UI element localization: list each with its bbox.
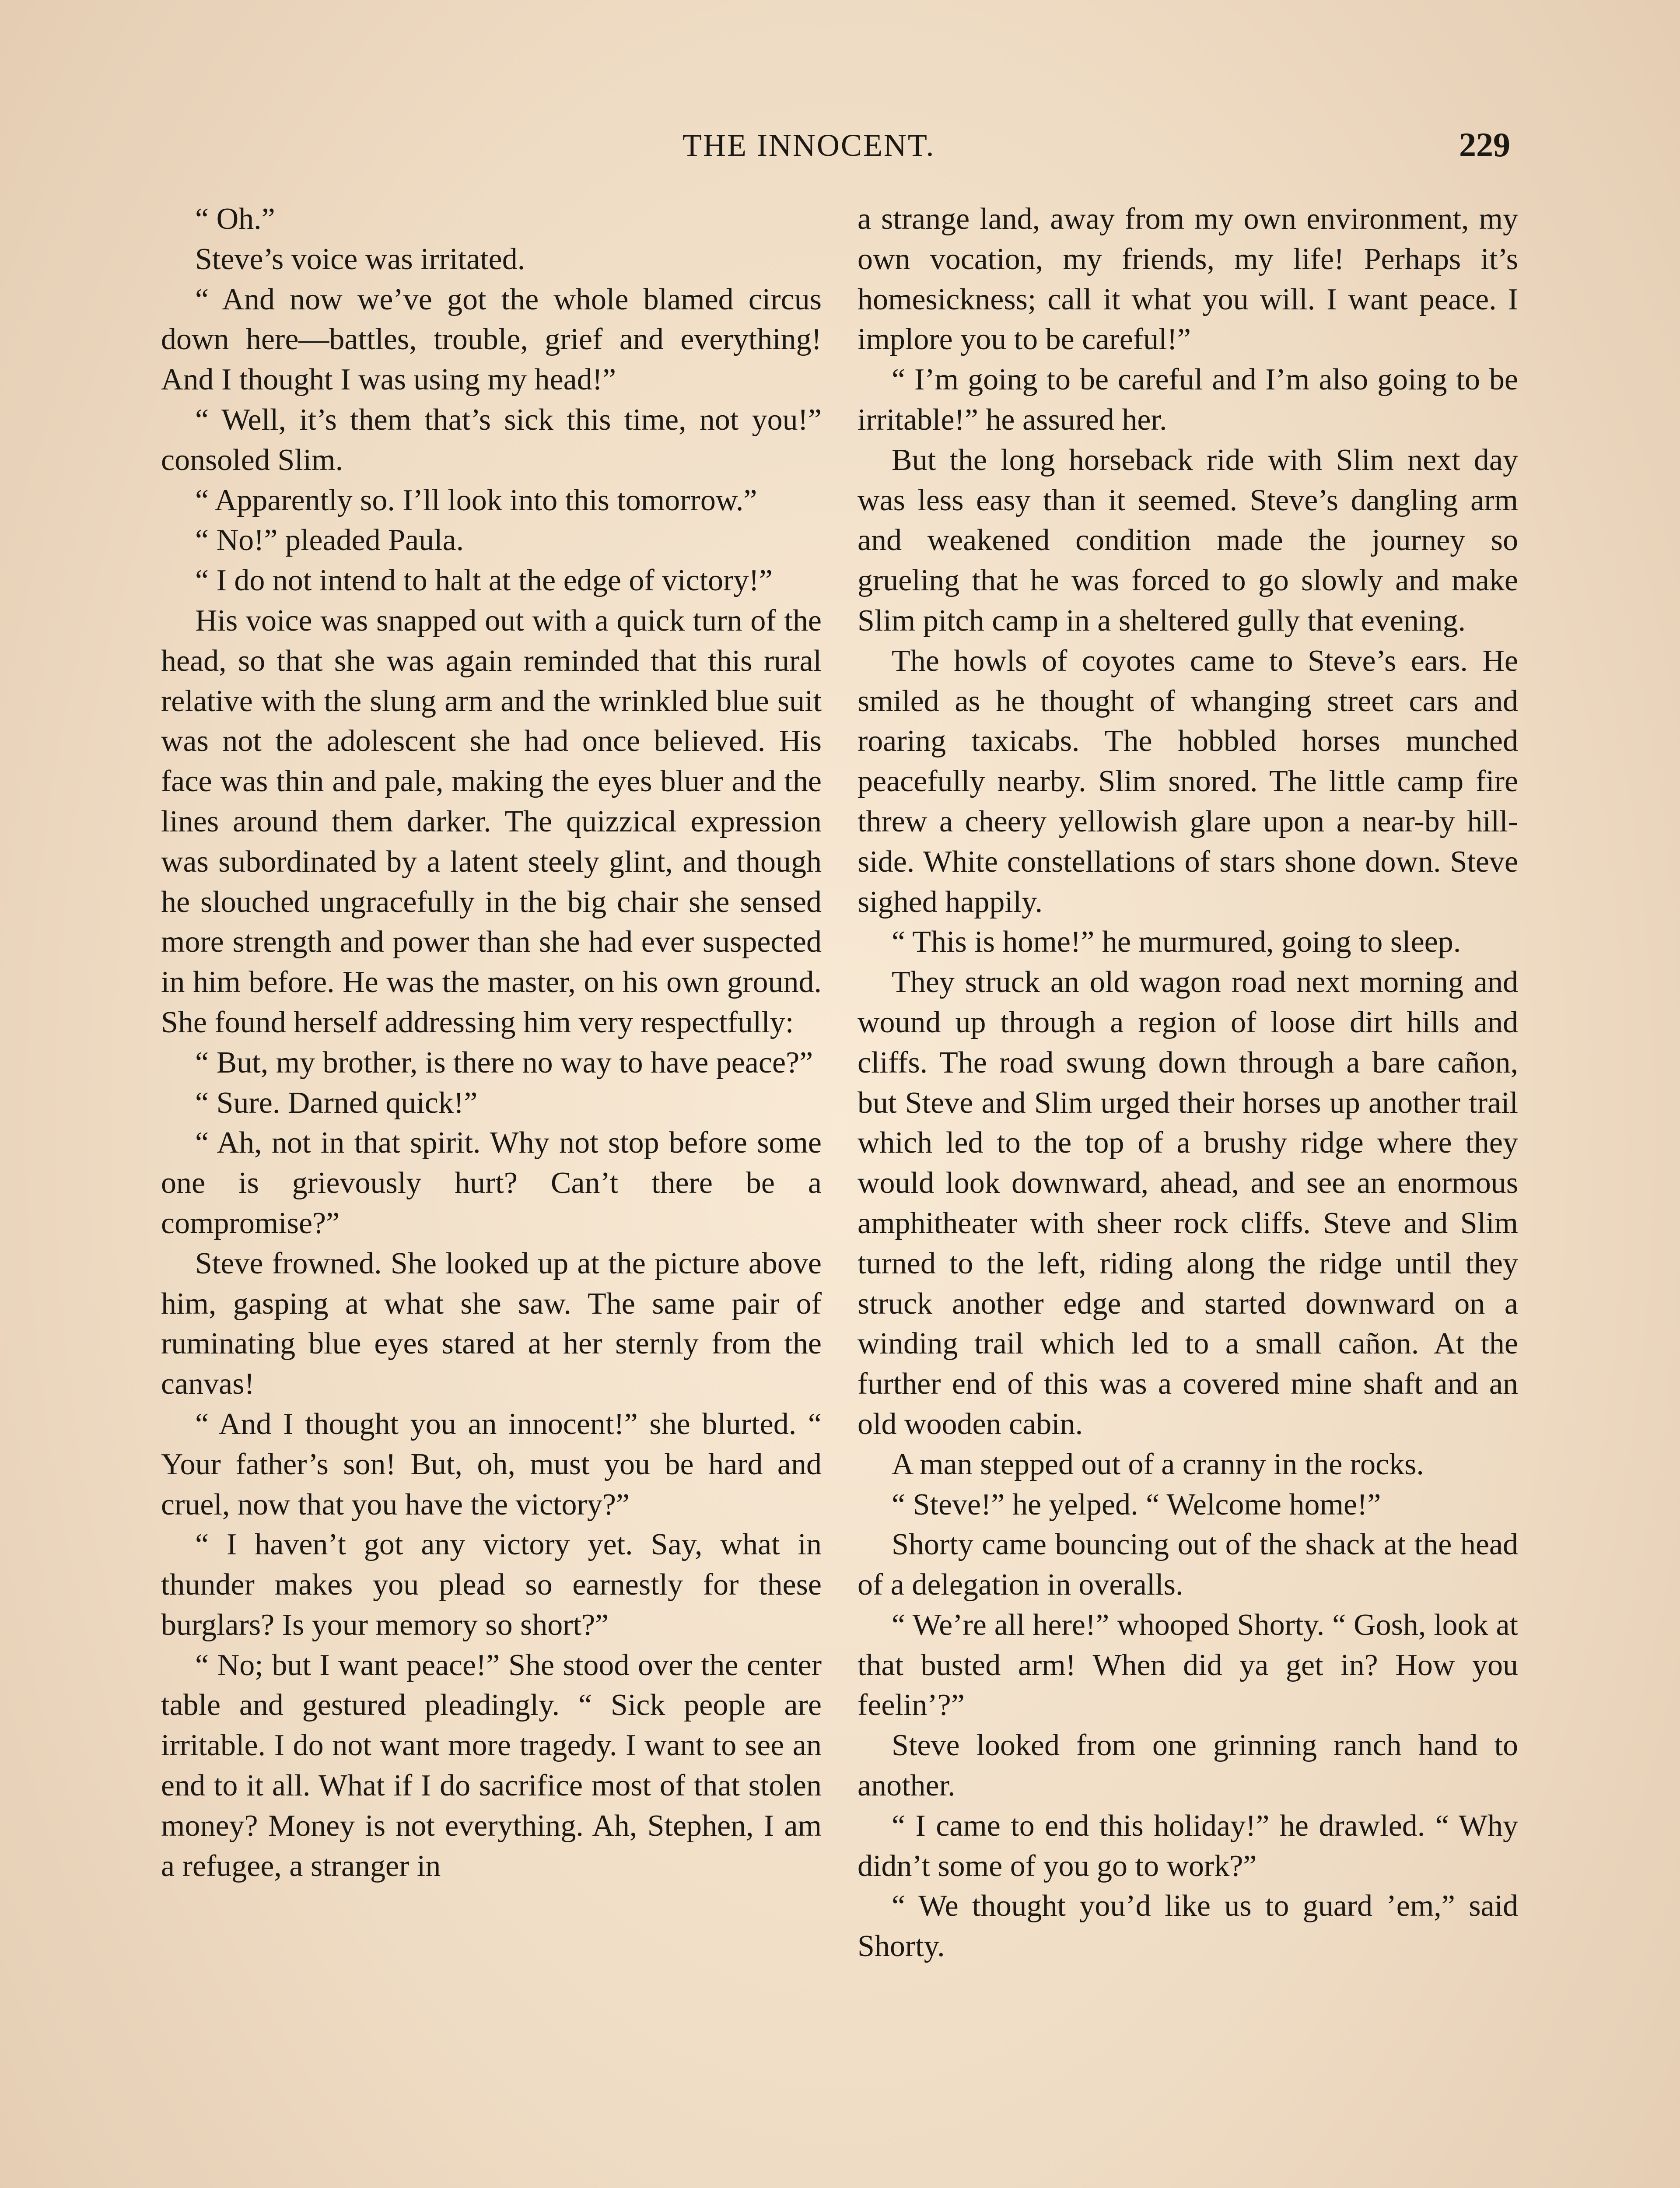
paragraph: “ I haven’t got any victory yet. Say, what in thunder makes you plead so earnestly for these burglars? Is your memory so short?” bbox=[161, 1528, 822, 1642]
paragraph: His voice was snapped out with a quick turn of the head, so that she was again reminded that this rural relative with the slung arm and the wrinkled blue suit was not the adolescent she had once believed. His face was thin and pale, making the eyes bluer and the lines around them darker. The quizzical expression was subordinated by a latent steely glint, and though he slouched ungracefully in the big chair she sensed more strength and power than she had ever suspected in him before. He was the master, on his own ground. She found herself addressing him very respectfully: bbox=[161, 603, 822, 1039]
paragraph: Steve looked from one grinning ranch hand to another. bbox=[858, 1729, 1518, 1803]
paragraph: A man stepped out of a cranny in the rocks. bbox=[892, 1447, 1424, 1481]
running-title: THE INNOCENT. bbox=[682, 128, 935, 163]
paragraph: “ And I thought you an innocent!” she blurted. “ Your father’s son! But, oh, must you be hard and cruel, now that you have the victory?” bbox=[161, 1407, 822, 1522]
paragraph: “ Sure. Darned quick!” bbox=[195, 1086, 478, 1120]
paragraph: “ No; but I want peace!” She stood over the center table and gestured pleadingly. “ Sick people are irritable. I do not want more tragedy. I want to see an end to it all. What if I do sacrifice most of that stolen money? Money is not everything. Ah, Stephen, I am a refugee, a stranger in bbox=[161, 1648, 822, 1883]
paragraph-continuation: a strange land, away from my own environment, my own vocation, my friends, my life! Perhaps it’s homesickness; call it what you will. I want peace. I implore you to be careful!” bbox=[858, 202, 1518, 357]
paragraph: “ I came to end this holiday!” he drawled. “ Why didn’t some of you go to work?” bbox=[858, 1809, 1518, 1883]
paragraph: “ And now we’ve got the whole blamed circus down here—battles, trouble, grief and everything! And I thought I was using my head!” bbox=[161, 282, 822, 397]
paragraph: “ But, my brother, is there no way to have peace?” bbox=[195, 1045, 813, 1080]
paragraph: “ This is home!” he murmured, going to sleep. bbox=[892, 925, 1461, 959]
paragraph: Shorty came bouncing out of the shack at the head of a delegation in overalls. bbox=[858, 1528, 1518, 1602]
left-column bbox=[161, 199, 822, 1886]
paragraph: “ Oh.” bbox=[195, 202, 275, 236]
paragraph: “ Apparently so. I’ll look into this tomorrow.” bbox=[195, 483, 757, 517]
paragraph: “ I’m going to be careful and I’m also going to be irritable!” he assured her. bbox=[858, 363, 1518, 437]
paragraph: “ No!” pleaded Paula. bbox=[195, 523, 464, 558]
paragraph: “ Ah, not in that spirit. Why not stop before some one is grievously hurt? Can’t there be a compromise?” bbox=[161, 1126, 822, 1240]
paragraph: Steve frowned. She looked up at the picture above him, gasping at what she saw. The same pair of ruminating blue eyes stared at her sternly from the canvas! bbox=[161, 1246, 822, 1401]
paragraph: “ Well, it’s them that’s sick this time, not you!” consoled Slim. bbox=[161, 403, 822, 477]
paragraph: But the long horseback ride with Slim next day was less easy than it seemed. Steve’s dangling arm and weakened condition made the journey so grueling that he was forced to go slowly and make Slim pitch camp in a sheltered gully that evening. bbox=[858, 443, 1518, 638]
paragraph: “ We’re all here!” whooped Shorty. “ Gosh, look at that busted arm! When did ya get in? How you feelin’?” bbox=[858, 1608, 1518, 1722]
paragraph: “ We thought you’d like us to guard ’em,” said Shorty. bbox=[858, 1889, 1518, 1964]
paragraph: “ I do not intend to halt at the edge of victory!” bbox=[195, 564, 773, 598]
right-column bbox=[858, 199, 1518, 1967]
paragraph: Steve’s voice was irritated. bbox=[195, 242, 525, 276]
paragraph: “ Steve!” he yelped. “ Welcome home!” bbox=[892, 1487, 1381, 1522]
paragraph: The howls of coyotes came to Steve’s ears. He smiled as he thought of whanging street cars and roaring taxicabs. The hobbled horses munched peacefully nearby. Slim snored. The little camp fire threw a cheery yellowish glare upon a near-by hillside. White constellations of stars shone down. Steve sighed happily. bbox=[858, 644, 1518, 919]
page-number: 229 bbox=[1459, 126, 1510, 164]
paragraph: They struck an old wagon road next morning and wound up through a region of loose dirt hills and cliffs. The road swung down through a bare cañon, but Steve and Slim urged their horses up another trail which led to the top of a brushy ridge where they would look downward, ahead, and see an enormous amphitheater with sheer rock cliffs. Steve and Slim turned to the left, riding along the ridge until they struck another edge and started downward on a winding trail which led to a small cañon. At the further end of this was a covered mine shaft and an old wooden cabin. bbox=[858, 965, 1518, 1441]
